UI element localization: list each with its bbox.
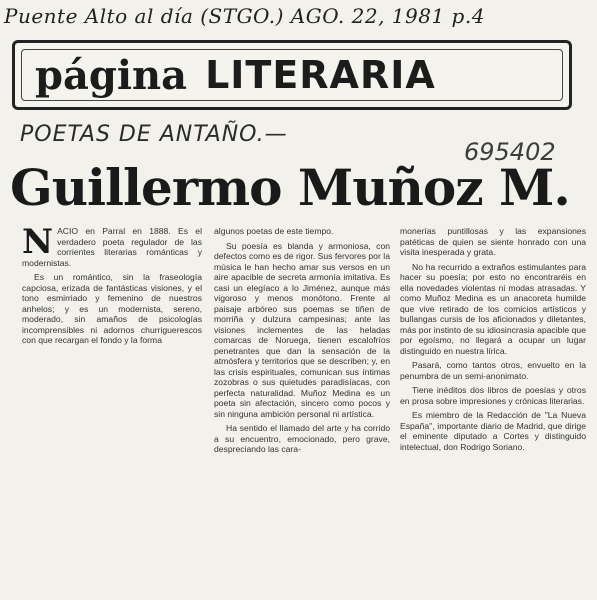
paragraph [22, 222, 202, 268]
reference-number: 695402 [464, 138, 556, 166]
article-headline: Guillermo Muñoz M. [10, 158, 570, 217]
text-column-2 [214, 226, 390, 459]
paragraph: monerías puntillosas y las expansiones patéticas de quien se siente honrado con una visita inesperada y grata. [400, 226, 586, 257]
paragraph: Pasará, como tantos otros, envuelto en la penumbra de un semi-anonimato. [400, 360, 586, 381]
paragraph-text: ACIO en Parral en 1888. Es el verdadero poeta regulador de las corrientes literarias románticas y modernistas. [22, 226, 202, 268]
handwritten-source-note: Puente Alto al día (STGO.) AGO. 22, 1981 p.4 [4, 4, 485, 28]
text-column-1 [22, 222, 202, 350]
paragraph: Su poesía es blanda y armoniosa, con defectos como es de rigor. Sus fervores por la música le han hecho amar sus versos en un aire apacible de secreta armonía imitativa. Es casi un elegíaco a lo Jiménez, aunque más vigoroso y menos monótono. Frente al paisaje arbóreo sus poemas se tiñen de morriña y dulzura campesinas; ante las visiones inclementes de las heladas comarcas de Noruega, tienen escalofríos penetrantes que dan la sensación de la atmósfera y territorios que se describen; y, en las crisis espirituales, comunican sus íntimas zozobras o sus quietudes paradisíacas, con perfecta naturalidad. Muñoz Medina es un poeta sin afectación, sincero como pocos y sin ninguna ambición personal ni artística. [214, 240, 390, 419]
text-column-3 [400, 226, 586, 456]
paragraph: Ha sentido el llamado del arte y ha corrido a su encuentro, emocionado, pero grave, despreciando las cara- [214, 423, 390, 454]
section-banner [12, 40, 572, 110]
paragraph: algunos poetas de este tiempo. [214, 226, 334, 236]
section-word-literaria: LITERARIA [205, 53, 436, 97]
paragraph: Es miembro de la Redacción de "La Nueva España", importante diario de Madrid, que dirige el eminente diputado a Cortes y distinguido intelectual, don Rodrigo Soriano. [400, 410, 586, 452]
section-word-pagina: página [35, 51, 188, 99]
paragraph: Es un romántico, sin la fraseología capciosa, erizada de fantásticas visiones, y el tono esmirriado y femenino de nuestros anhelos; y es un modernista, sereno, moderado, sin amaños de psicologías incomprensibles ni adornos churriguerescos con que recargan el fondo y la forma [22, 272, 202, 345]
paragraph: Tiene inéditos dos libros de poesías y otros en prosa sobre impresiones y crónicas literarias. [400, 385, 586, 406]
drop-cap: N [22, 222, 54, 262]
article-subtitle: POETAS DE ANTAÑO.— [20, 122, 288, 147]
paragraph: No ha recurrido a extraños estimulantes para hacer su poesía; por esto no encontraréis en ella novedades violentas ni modas atrasadas. Y como Muñoz Medina es un anacoreta humilde que vive retirado de los comicios artísticos y bullangas cursis de los aficionados y diletantes, más por instinto de su idiosincrasia apacible que por egoísmo, no llegará a ocupar un lugar distinguido en nuestra lírica. [400, 261, 586, 356]
